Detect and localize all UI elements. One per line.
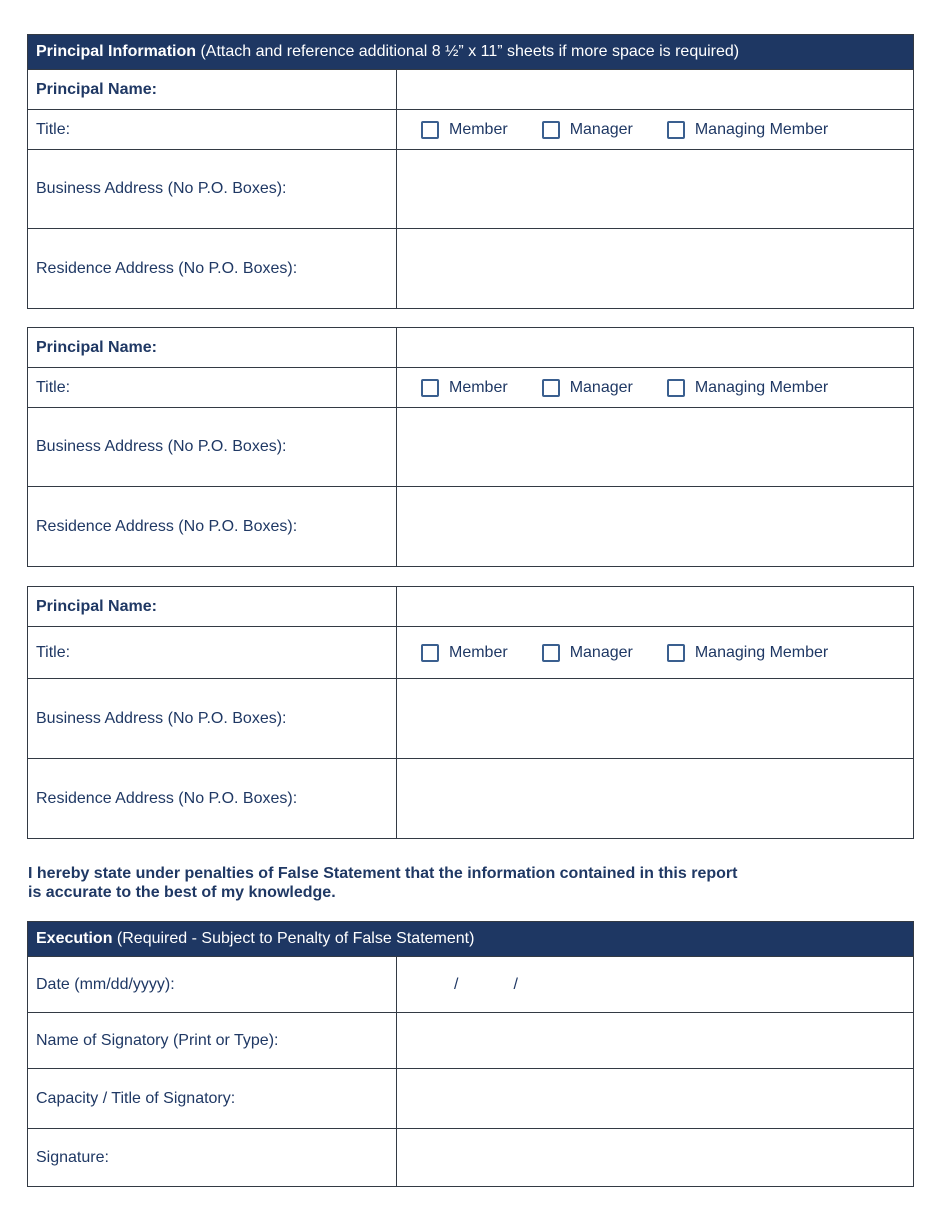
signatory-name-field[interactable] bbox=[397, 1013, 913, 1068]
residence-address-row bbox=[28, 759, 913, 838]
business-address-row bbox=[28, 679, 913, 759]
principal-name-label: Principal Name: bbox=[28, 328, 397, 367]
checkbox-icon bbox=[421, 121, 439, 139]
checkbox-icon bbox=[667, 379, 685, 397]
checkbox-icon bbox=[542, 121, 560, 139]
title-label: Title: bbox=[28, 110, 397, 149]
principal-info-header bbox=[28, 35, 913, 70]
execution-title: Execution bbox=[36, 930, 113, 947]
manager-checkbox[interactable]: Manager bbox=[542, 121, 633, 139]
managing-member-checkbox[interactable]: Managing Member bbox=[667, 644, 828, 662]
capacity-field[interactable] bbox=[397, 1069, 913, 1128]
capacity-row bbox=[28, 1069, 913, 1129]
statement-line-1: I hereby state under penalties of False Statement that the information contained in this report bbox=[28, 865, 738, 882]
date-separator-1: / bbox=[454, 975, 459, 993]
signature-field[interactable] bbox=[397, 1129, 913, 1186]
execution-header bbox=[28, 922, 913, 957]
residence-address-label: Residence Address (No P.O. Boxes): bbox=[28, 759, 397, 838]
date-field[interactable] bbox=[397, 957, 913, 1012]
checkbox-icon bbox=[542, 379, 560, 397]
business-address-label: Business Address (No P.O. Boxes): bbox=[28, 408, 397, 486]
business-address-label: Business Address (No P.O. Boxes): bbox=[28, 150, 397, 228]
checkbox-icon bbox=[421, 379, 439, 397]
date-row bbox=[28, 957, 913, 1013]
residence-address-field[interactable] bbox=[397, 759, 913, 838]
business-address-row bbox=[28, 150, 913, 229]
execution-table bbox=[27, 921, 914, 1187]
principal-name-label: Principal Name: bbox=[28, 587, 397, 626]
principal-info-title: Principal Information bbox=[36, 43, 197, 60]
business-address-row bbox=[28, 408, 913, 487]
capacity-label: Capacity / Title of Signatory: bbox=[28, 1069, 397, 1128]
managing-member-checkbox[interactable]: Managing Member bbox=[667, 121, 828, 139]
residence-address-field[interactable] bbox=[397, 487, 913, 566]
residence-address-row bbox=[28, 229, 913, 308]
checkbox-icon bbox=[421, 644, 439, 662]
residence-address-label: Residence Address (No P.O. Boxes): bbox=[28, 487, 397, 566]
business-address-field[interactable] bbox=[397, 150, 913, 228]
principal-name-label: Principal Name: bbox=[28, 70, 397, 109]
checkbox-icon bbox=[667, 644, 685, 662]
principal-table-3 bbox=[27, 586, 914, 839]
checkbox-icon bbox=[542, 644, 560, 662]
principal-name-field[interactable] bbox=[397, 70, 913, 109]
checkbox-icon bbox=[667, 121, 685, 139]
business-address-label: Business Address (No P.O. Boxes): bbox=[28, 679, 397, 758]
false-statement-declaration bbox=[28, 864, 808, 902]
signatory-name-row bbox=[28, 1013, 913, 1069]
principal-name-row bbox=[28, 70, 913, 110]
business-address-field[interactable] bbox=[397, 408, 913, 486]
manager-checkbox[interactable]: Manager bbox=[542, 644, 633, 662]
principal-table-2 bbox=[27, 327, 914, 567]
principal-name-row bbox=[28, 587, 913, 627]
statement-line-2: is accurate to the best of my knowledge. bbox=[28, 884, 336, 901]
member-checkbox[interactable]: Member bbox=[421, 379, 508, 397]
residence-address-field[interactable] bbox=[397, 229, 913, 308]
signatory-name-label: Name of Signatory (Print or Type): bbox=[28, 1013, 397, 1068]
principal-table-1 bbox=[27, 34, 914, 309]
residence-address-row bbox=[28, 487, 913, 566]
date-label: Date (mm/dd/yyyy): bbox=[28, 957, 397, 1012]
principal-name-field[interactable] bbox=[397, 587, 913, 626]
member-checkbox[interactable]: Member bbox=[421, 644, 508, 662]
title-row bbox=[28, 627, 913, 679]
business-address-field[interactable] bbox=[397, 679, 913, 758]
title-label: Title: bbox=[28, 627, 397, 678]
residence-address-label: Residence Address (No P.O. Boxes): bbox=[28, 229, 397, 308]
title-row bbox=[28, 110, 913, 150]
title-label: Title: bbox=[28, 368, 397, 407]
title-row bbox=[28, 368, 913, 408]
execution-subtitle: (Required - Subject to Penalty of False Statement) bbox=[116, 930, 475, 947]
date-separator-2: / bbox=[513, 975, 518, 993]
principal-info-subtitle: (Attach and reference additional 8 ½” x 11” sheets if more space is required) bbox=[200, 43, 740, 60]
principal-name-field[interactable] bbox=[397, 328, 913, 367]
managing-member-checkbox[interactable]: Managing Member bbox=[667, 379, 828, 397]
member-checkbox[interactable]: Member bbox=[421, 121, 508, 139]
signature-label: Signature: bbox=[28, 1129, 397, 1186]
principal-name-row bbox=[28, 328, 913, 368]
signature-row bbox=[28, 1129, 913, 1186]
manager-checkbox[interactable]: Manager bbox=[542, 379, 633, 397]
